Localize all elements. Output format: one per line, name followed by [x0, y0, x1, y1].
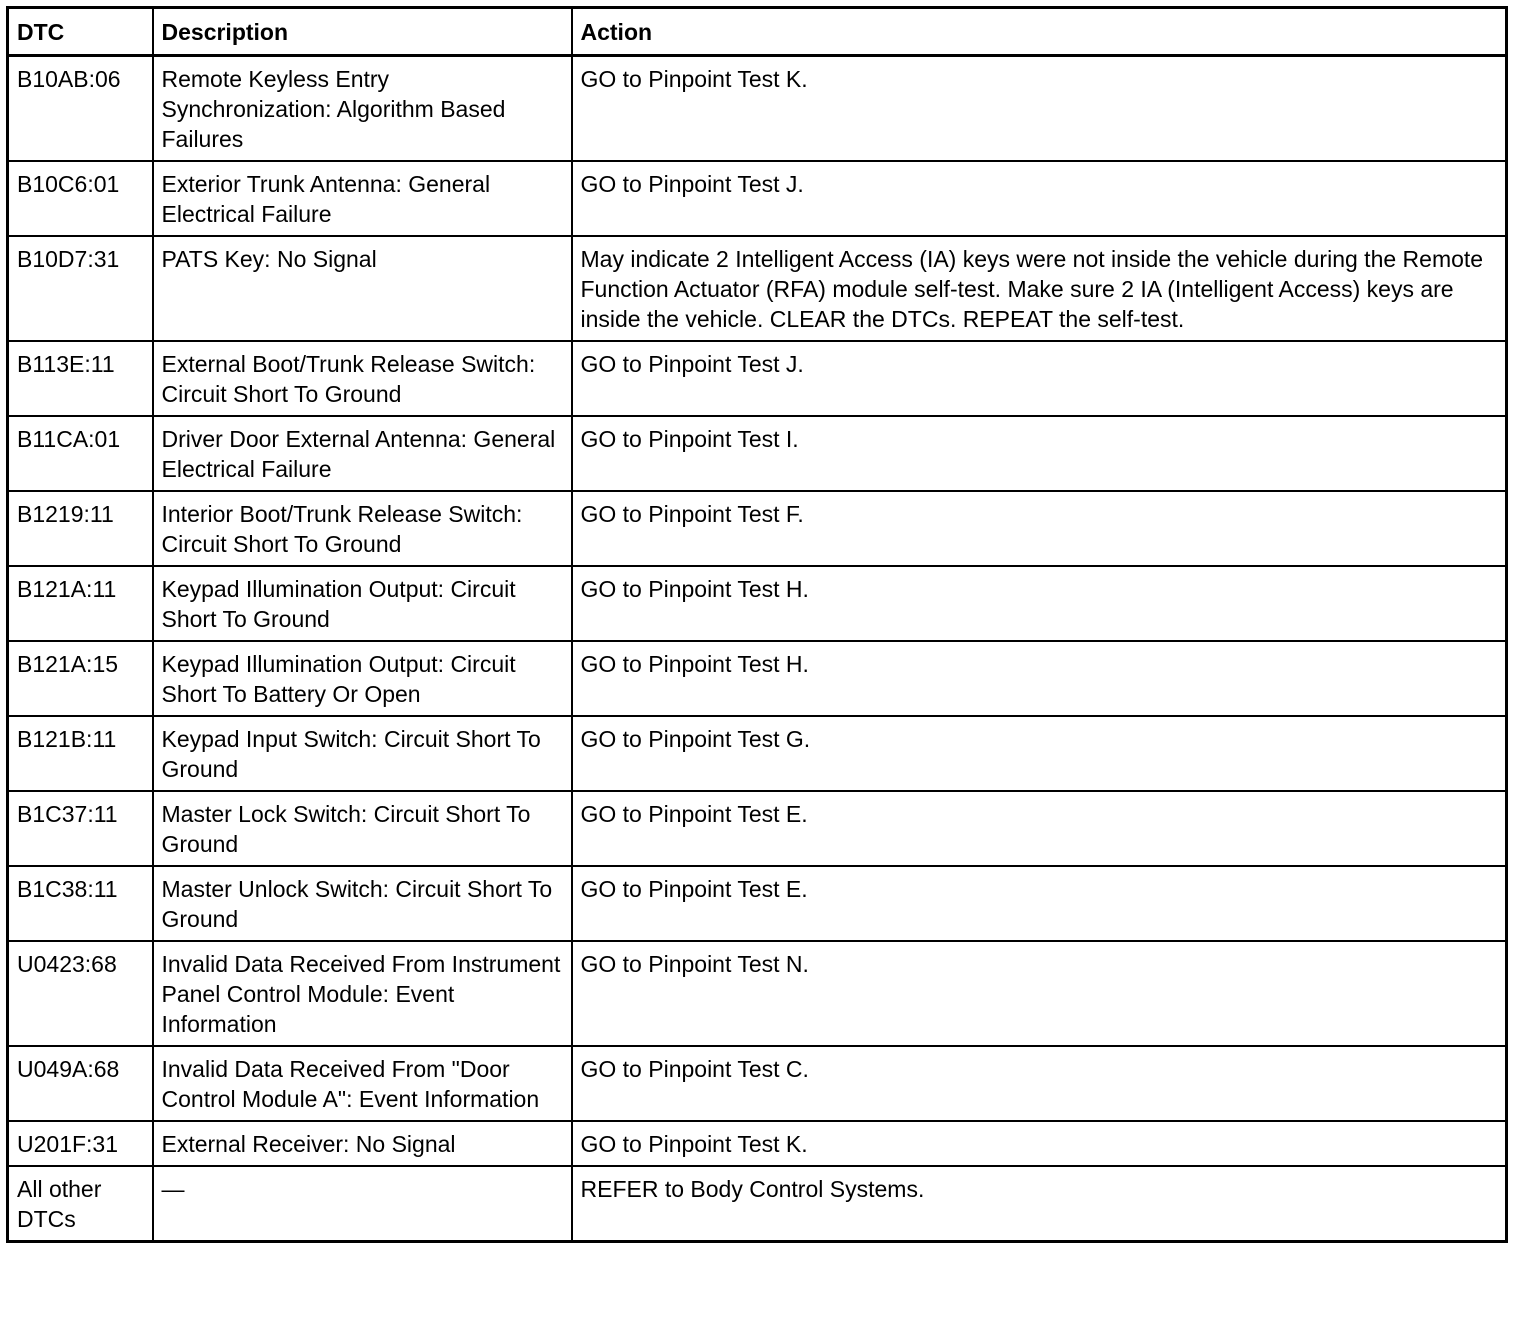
dtc-cell: B10AB:06: [8, 56, 153, 162]
description-cell: Invalid Data Received From Instrument Panel Control Module: Event Information: [153, 941, 572, 1046]
dtc-cell: B11CA:01: [8, 416, 153, 491]
table-row: [8, 716, 1507, 791]
table-row: [8, 416, 1507, 491]
header-action: Action: [572, 8, 1507, 56]
table-row: [8, 791, 1507, 866]
description-cell: —: [153, 1166, 572, 1242]
dtc-cell: B1C37:11: [8, 791, 153, 866]
table-row: [8, 641, 1507, 716]
description-cell: Keypad Illumination Output: Circuit Short To Battery Or Open: [153, 641, 572, 716]
description-cell: Keypad Input Switch: Circuit Short To Ground: [153, 716, 572, 791]
description-cell: Master Lock Switch: Circuit Short To Ground: [153, 791, 572, 866]
header-dtc: DTC: [8, 8, 153, 56]
dtc-cell: B1219:11: [8, 491, 153, 566]
action-cell: GO to Pinpoint Test G.: [572, 716, 1507, 791]
header-description: Description: [153, 8, 572, 56]
dtc-cell: U201F:31: [8, 1121, 153, 1166]
table-row: [8, 1046, 1507, 1121]
description-cell: Interior Boot/Trunk Release Switch: Circuit Short To Ground: [153, 491, 572, 566]
table-header-row: [8, 8, 1507, 56]
table-row: [8, 866, 1507, 941]
action-cell: GO to Pinpoint Test H.: [572, 566, 1507, 641]
description-cell: Driver Door External Antenna: General Electrical Failure: [153, 416, 572, 491]
table-row: [8, 941, 1507, 1046]
table-row: [8, 56, 1507, 162]
dtc-cell: U0423:68: [8, 941, 153, 1046]
action-cell: GO to Pinpoint Test J.: [572, 161, 1507, 236]
description-cell: External Receiver: No Signal: [153, 1121, 572, 1166]
action-cell: May indicate 2 Intelligent Access (IA) keys were not inside the vehicle during the Remote Function Actuator (RFA) module self-test. Make sure 2 IA (Intelligent Access) keys are inside the vehicle. CLEAR the DTCs. REPEAT the self-test.: [572, 236, 1507, 341]
action-cell: GO to Pinpoint Test C.: [572, 1046, 1507, 1121]
dtc-cell: B10D7:31: [8, 236, 153, 341]
table-row: [8, 1166, 1507, 1242]
table-row: [8, 1121, 1507, 1166]
dtc-table: [6, 6, 1508, 1243]
table-row: [8, 491, 1507, 566]
description-cell: PATS Key: No Signal: [153, 236, 572, 341]
action-cell: GO to Pinpoint Test F.: [572, 491, 1507, 566]
description-cell: Exterior Trunk Antenna: General Electrical Failure: [153, 161, 572, 236]
description-cell: Master Unlock Switch: Circuit Short To Ground: [153, 866, 572, 941]
dtc-cell: B10C6:01: [8, 161, 153, 236]
dtc-cell: B121A:15: [8, 641, 153, 716]
action-cell: GO to Pinpoint Test H.: [572, 641, 1507, 716]
table-row: [8, 341, 1507, 416]
action-cell: GO to Pinpoint Test K.: [572, 1121, 1507, 1166]
action-cell: GO to Pinpoint Test E.: [572, 791, 1507, 866]
action-cell: GO to Pinpoint Test I.: [572, 416, 1507, 491]
description-cell: Invalid Data Received From "Door Control Module A": Event Information: [153, 1046, 572, 1121]
table-row: [8, 566, 1507, 641]
dtc-cell: All other DTCs: [8, 1166, 153, 1242]
dtc-cell: B113E:11: [8, 341, 153, 416]
table-row: [8, 236, 1507, 341]
description-cell: External Boot/Trunk Release Switch: Circuit Short To Ground: [153, 341, 572, 416]
action-cell: GO to Pinpoint Test J.: [572, 341, 1507, 416]
action-cell: GO to Pinpoint Test K.: [572, 56, 1507, 162]
action-cell: GO to Pinpoint Test N.: [572, 941, 1507, 1046]
dtc-cell: B121B:11: [8, 716, 153, 791]
action-cell: REFER to Body Control Systems.: [572, 1166, 1507, 1242]
description-cell: Remote Keyless Entry Synchronization: Algorithm Based Failures: [153, 56, 572, 162]
dtc-cell: U049A:68: [8, 1046, 153, 1121]
table-row: [8, 161, 1507, 236]
description-cell: Keypad Illumination Output: Circuit Short To Ground: [153, 566, 572, 641]
dtc-cell: B121A:11: [8, 566, 153, 641]
dtc-cell: B1C38:11: [8, 866, 153, 941]
action-cell: GO to Pinpoint Test E.: [572, 866, 1507, 941]
